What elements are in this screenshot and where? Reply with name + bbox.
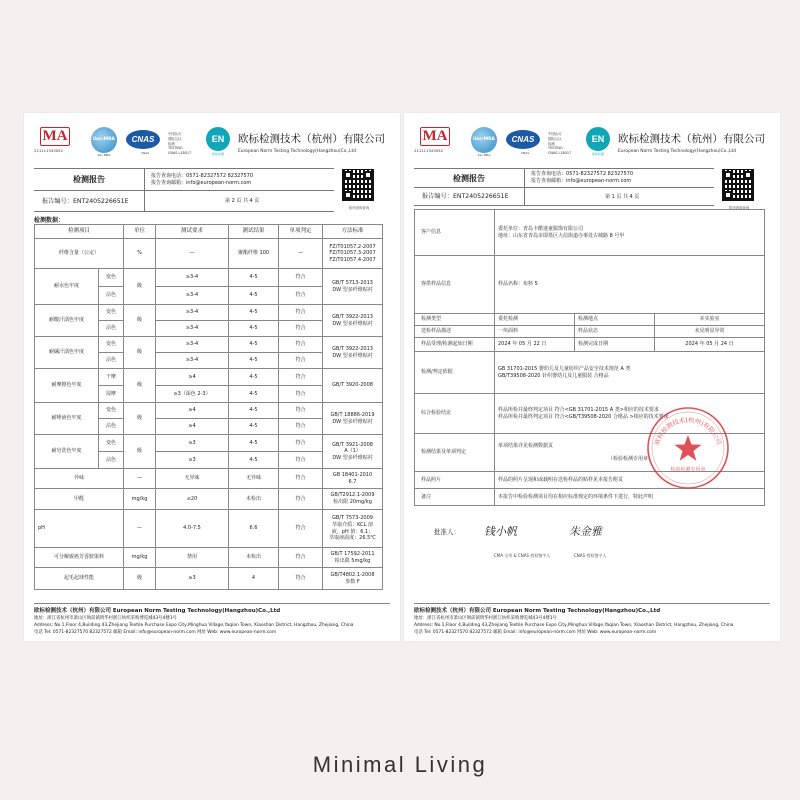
cnas-logo [126, 130, 164, 155]
report-footer: 欧标检测技术（杭州）有限公司 European Norm Testing Technology(Hangzhou)Co.,Ltd 地址：浙江省杭州市萧山区衙前镇明华村浙江纺织采购博览城43号4楼1号 Address: No.1,Floor 4,Building 43,Zhejiang Textile Purchase Expo City,Minghua Village,Yaqian Town, Xiaoshan District, Hangzhou, Zhejiang, China 电话 Tel: 0571-82327570 82327572 邮箱 Email: info@european-norm.com 网址 Web: www.european-norm.com [34, 603, 390, 636]
qr-code-icon [342, 169, 374, 201]
table-row: 检测/判定依据 GB 31701-2015 婴幼儿及儿童纺织产品安全技术规范 A 类 GB/T39508-2020 针织婴幼儿及儿童服装 合格品 [415, 352, 765, 394]
section-label: 检测数据： [34, 217, 65, 224]
table-row: 起毛起球性能 级 ≥3 4 符合 GB/T4802.1-2008 参数 F [35, 568, 383, 590]
table-row: 沾色 ≥3 4-5 符合 [35, 452, 383, 469]
table-row: 异味 — 无异味 无异味 符合 GB 18401-2010 6.7 [35, 469, 383, 489]
en-mark-icon: EN [586, 127, 610, 151]
svg-text:欧标检测技术(杭州)有限公司: 欧标检测技术(杭州)有限公司 [653, 416, 723, 446]
report-contact: 报告查询电话：0571-82327572 82327570 报告查询邮箱：info@european-norm.com [524, 169, 714, 188]
cnas-caption: CNAS [140, 151, 150, 155]
table-row: 沾色 ≥4 4-5 符合 [35, 419, 383, 435]
brand-caption: Minimal Living [312, 752, 488, 777]
table-row: 耐水色牢度 变色 级 ≥3-4 4-5 符合 GB/T 5713-2013 DW 型多纤维贴衬 [35, 269, 383, 287]
report-footer: 欧标检测技术（杭州）有限公司 European Norm Testing Technology(Hangzhou)Co.,Ltd 地址：浙江省杭州市萧山区衙前镇明华村浙江纺织采购博览城43号4楼1号 Address: No.1,Floor 4,Building 43,Zhejiang Textile Purchase Expo City,Minghua Village,Yaqian Town, Xiaoshan District, Hangzhou, Zhejiang, China 电话 Tel: 0571-82327570 82327572 邮箱 Email: info@european-norm.com 网址 Web: www.european-norm.com [414, 603, 770, 636]
cnas-logo [506, 130, 544, 155]
report-title: 检测报告 [414, 169, 524, 188]
signature-caption-2: CNAS 授权签字人 [574, 553, 607, 558]
ilac-logo [88, 127, 120, 157]
ilac-caption: ilac-MRA [97, 153, 111, 157]
cnas-text: 中国认可 国际互认 检测 TESTING CNAS L18017 [548, 132, 572, 156]
signature-1: 钱小帆 [484, 525, 517, 538]
en-logo [584, 127, 612, 156]
ilac-caption: ilac-MRA [477, 153, 491, 157]
table-row: 耐酸汗渍色牢度 变色 级 ≥3-4 4-5 符合 GB/T 3922-2013 DW 型多纤维贴衬 [35, 305, 383, 321]
en-mark-icon: EN [206, 127, 230, 151]
report-title: 检测报告 [34, 169, 144, 191]
cma-mark: MA [420, 127, 450, 146]
header-unit: 单位 [124, 225, 156, 239]
company-name: 欧标检测技术（杭州）有限公司 European Norm Testing Technology(Hangzhou)Co.,Ltd [238, 133, 385, 154]
company-name: 欧标检测技术（杭州）有限公司 European Norm Testing Technology(Hangzhou)Co.,Ltd [618, 133, 765, 154]
table-row: 检测类型 委托检测 检测地点 本实验室 [415, 314, 765, 326]
ilac-globe-icon: ilac-MRA [91, 127, 117, 153]
signature-2: 朱金雅 [569, 525, 602, 538]
table-row: 耐摩擦色牢度 干摩 级 ≥4 4-5 符合 GB/T 3920-2008 [35, 369, 383, 386]
page-number: 第 2 页 共 4 页 [144, 191, 334, 212]
signature-caption-1: CMA 全项 & CNAS 授权签字人 [494, 553, 551, 558]
report-title-block [34, 168, 334, 212]
report-page-right [404, 113, 780, 641]
table-row: 送检样品描述 一块面料 样品状态 未见明显异常 [415, 326, 765, 338]
table-row: 纤维含量（公定） % — 聚酯纤维 100 — FZ/T01057.2-2007 FZ/T01057.3-2007 FZ/T01057.4-2007 [35, 239, 383, 269]
table-row: 沾色 ≥3-4 4-5 符合 [35, 353, 383, 369]
official-seal-icon [645, 405, 731, 491]
svg-text:检验检测专用章: 检验检测专用章 [670, 467, 706, 473]
table-row: 备注 本报告中检验检测项目均在相应标准规定的环境条件下进行，特此声明 [415, 489, 765, 506]
table-header-row [35, 225, 383, 239]
table-row: 耐皂洗色牢度 变色 级 ≥3 4-5 符合 GB/T 3921-2008 A（1） DW 型多纤维贴衬 [35, 435, 383, 452]
header-result: 测试结果 [229, 225, 279, 239]
table-row: 样品照片 样品的照片呈现和或载明在送检样品的贴样见本报告附页 [415, 472, 765, 489]
header-requirement: 测试要求 [156, 225, 229, 239]
table-row: 耐唾液色牢度 变色 级 ≥4 4-5 符合 GB/T 18886-2019 DW 型多纤维贴衬 [35, 403, 383, 419]
table-row: 沾色 ≥3-4 4-5 符合 [35, 321, 383, 337]
cma-number: 211111343052 [34, 148, 63, 153]
cma-logo [414, 127, 456, 153]
table-row: pH — 4.0-7.5 6.6 符合 GB/T 7573-2009 萃取介质：KCL 溶 液，pH 值：6.1； 萃取液温度：26.5℃ [35, 510, 383, 548]
cma-mark: MA [40, 127, 70, 146]
cnas-text: 中国认可 国际互认 检测 TESTING CNAS L18017 [168, 132, 192, 156]
table-row: 甲醛 mg/kg ≤20 未检出 符合 GB/T2912.1-2009 检出限 20mg/kg [35, 489, 383, 510]
report-number: 报告编号：ENT2405226651E [422, 193, 509, 200]
ilac-globe-icon: ilac-MRA [471, 127, 497, 153]
table-row: 客供样品信息 样品名称：布料 5 [415, 256, 765, 314]
cnas-mark: CNAS [506, 130, 540, 149]
cnas-caption: CNAS [520, 151, 530, 155]
en-logo [204, 127, 232, 156]
table-row: 湿摩 ≥3（深色 2-3） 4-5 符合 [35, 386, 383, 403]
ilac-logo [468, 127, 500, 157]
table-row: 检测结果及单项判定 单项结果详见检测数据页 （检验检测专用章） [415, 434, 765, 472]
cma-logo [34, 127, 76, 153]
table-row: 综合检验结论 样品所检并最终判定项目 符合<GB 31701-2015 A 类>相应的技术要求 样品所检并最终判定项目 符合<GB/T39508-2020 合格品 >相应的技术要求 [415, 394, 765, 434]
logo-bar [34, 127, 394, 163]
cma-number: 211111343052 [414, 148, 443, 153]
header-judgement: 单项判定 [279, 225, 323, 239]
en-caption: 欧标检测 [211, 152, 224, 156]
report-page-left [24, 113, 400, 641]
page-number: 第 1 页 共 4 页 [524, 188, 714, 206]
report-contact: 报告查询电话：0571-82327572 82327570 报告查询邮箱：info@european-norm.com [144, 169, 334, 191]
report-number: 报告编号：ENT2405226651E [42, 198, 129, 205]
qr-caption: 防伪查询查询 [348, 206, 370, 210]
table-row: 客户信息 委托单位：青岛卡酷迷童服饰有限公司 地址：山东省青岛市即墨区大信街道办事处古城路 8 号甲 [415, 210, 765, 256]
header-item: 检测项目 [35, 225, 124, 239]
signature-block [434, 523, 764, 563]
table-row: 可分解致癌芳香胺染料 mg/kg 禁用 未检出 符合 GB/T 17592-2011 检出限 5mg/kg [35, 548, 383, 568]
table-row: 沾色 ≥3-4 4-5 符合 [35, 287, 383, 305]
report-title-block [414, 168, 714, 206]
qr-code-icon [722, 169, 754, 201]
approver-label: 批准人： [434, 528, 460, 536]
en-caption: 欧标检测 [591, 152, 604, 156]
qr-caption: 防伪查询查询 [728, 206, 750, 210]
cnas-mark: CNAS [126, 130, 160, 149]
table-row: 耐碱汗渍色牢度 变色 级 ≥3-4 4-5 符合 GB/T 3922-2013 DW 型多纤维贴衬 [35, 337, 383, 353]
test-data-table [34, 224, 383, 590]
logo-bar [414, 127, 774, 163]
header-method: 方法标准 [323, 225, 383, 239]
table-row: 样品受理/检测起始日期 2024 年 05 月 22 日 检测完成日期 2024 年 05 月 24 日 [415, 338, 765, 352]
